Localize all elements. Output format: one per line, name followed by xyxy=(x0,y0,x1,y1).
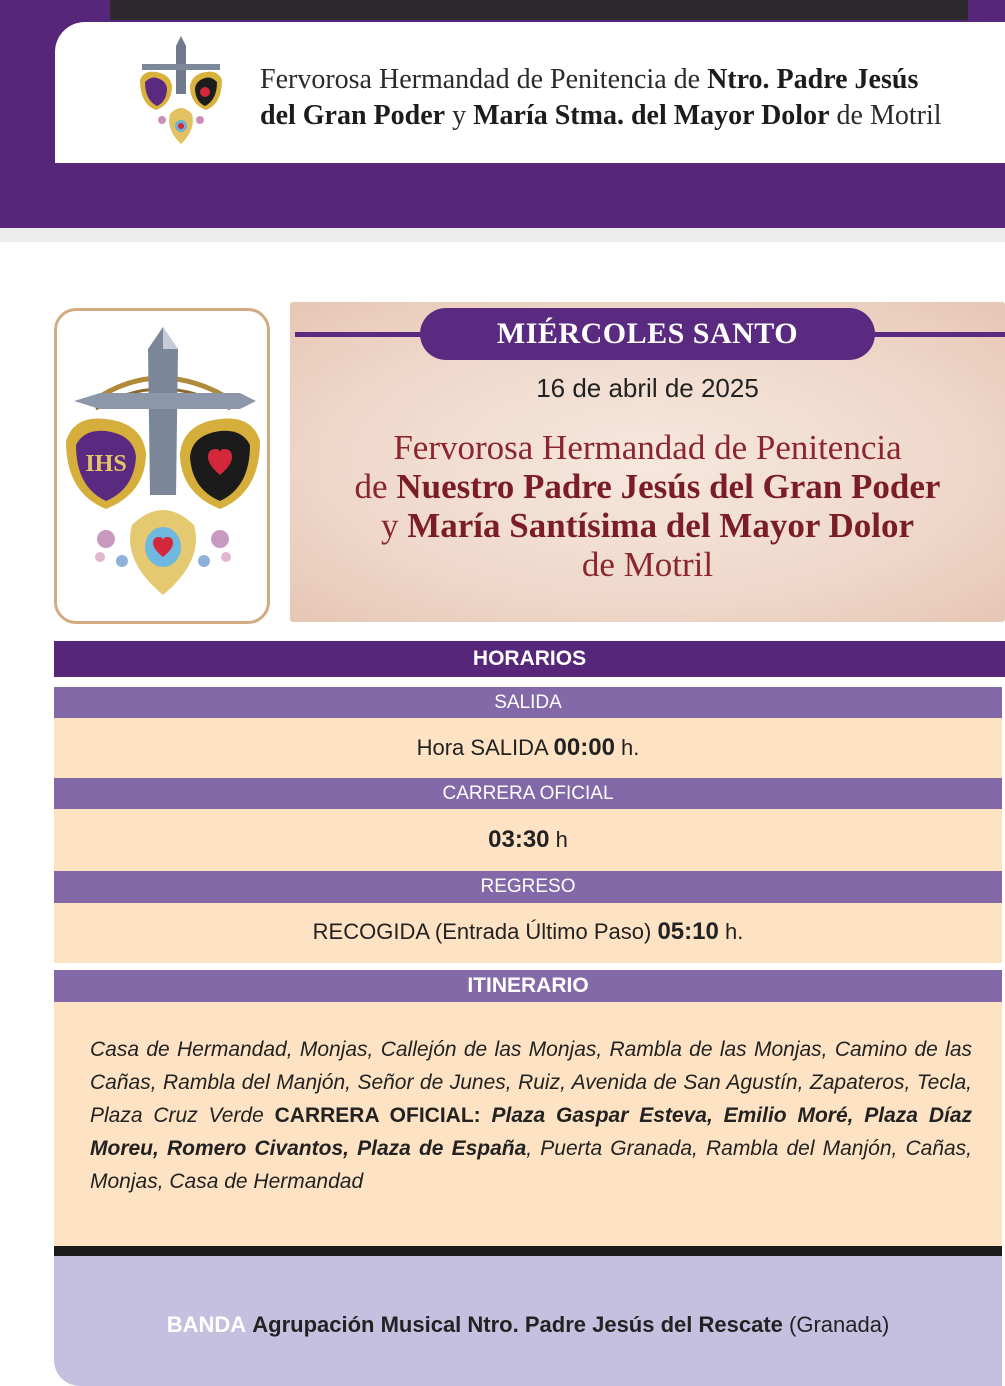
regreso-row xyxy=(54,903,1002,963)
itinerary-carrera-route: Plaza Gaspar Esteva, Emilio Moré, Plaza Díaz Moreu, Romero Civantos, Plaza de España xyxy=(90,1104,972,1160)
header-title-line-1 xyxy=(260,62,980,98)
brotherhood-name xyxy=(290,428,1005,584)
event-date: 16 de abril de 2025 xyxy=(536,373,759,403)
itinerary-part-2: , Puerta Granada, Rambla del Manjón, Cañas, Monjas, Casa de Hermandad xyxy=(90,1137,973,1193)
salida-time: 00:00 xyxy=(553,734,615,761)
banda-label: BANDA xyxy=(166,1312,247,1337)
header-title xyxy=(260,62,980,134)
salida-row xyxy=(54,718,1002,778)
brotherhood-line-3 xyxy=(290,506,1005,545)
itinerario-heading: ITINERARIO xyxy=(54,970,1002,1002)
svg-text:IHS: IHS xyxy=(85,451,127,477)
brotherhood-line-2 xyxy=(290,467,1005,506)
day-title: MIÉRCOLES SANTO xyxy=(420,308,875,360)
brotherhood-line2-plain: de xyxy=(354,467,397,506)
brotherhood-crest-large-icon xyxy=(60,325,266,605)
itinerary-text xyxy=(90,1033,972,1198)
footer-rule xyxy=(54,1246,1002,1256)
carrera-oficial-row xyxy=(54,809,1002,871)
header-line2-bold-b: María Stma. del Mayor Dolor xyxy=(473,100,830,131)
top-photo-strip xyxy=(110,0,968,20)
header-title-line-2 xyxy=(260,98,980,134)
horarios-heading: HORARIOS xyxy=(54,641,1005,677)
salida-heading: SALIDA xyxy=(54,687,1002,718)
header-line2-plain-b: de Motril xyxy=(829,100,942,131)
brotherhood-line-4: de Motril xyxy=(581,545,714,584)
regreso-heading: REGRESO xyxy=(54,871,1002,903)
header-line2-plain-a: y xyxy=(445,100,474,131)
carrera-oficial-heading: CARRERA OFICIAL xyxy=(54,778,1002,809)
regreso-prefix: RECOGIDA (Entrada Último Paso) xyxy=(312,919,658,944)
brotherhood-line3-plain: y xyxy=(380,506,408,545)
brotherhood-line-1: Fervorosa Hermandad de Penitencia xyxy=(393,428,902,467)
salida-prefix: Hora SALIDA xyxy=(416,735,554,760)
regreso-suffix: h. xyxy=(718,919,744,944)
brotherhood-line2-bold: Nuestro Padre Jesús del Gran Poder xyxy=(396,467,941,506)
header-line1-plain: Fervorosa Hermandad de Penitencia de xyxy=(260,64,708,95)
carrera-suffix: h xyxy=(549,827,568,852)
carrera-time: 03:30 xyxy=(488,826,550,853)
banda-line xyxy=(54,1312,1002,1338)
header-line2-bold-a: del Gran Poder xyxy=(260,100,446,131)
regreso-time: 05:10 xyxy=(657,918,719,945)
itinerary-carrera-label: CARRERA OFICIAL: xyxy=(274,1104,481,1127)
brotherhood-crest-icon xyxy=(132,34,230,152)
header-divider xyxy=(0,228,1005,242)
header-line1-bold: Ntro. Padre Jesús xyxy=(707,64,919,95)
banda-location: (Granada) xyxy=(789,1312,890,1337)
salida-suffix: h. xyxy=(614,735,640,760)
itinerary-part-1: Casa de Hermandad, Monjas, Callejón de las Monjas, Rambla de las Monjas, Camino de las Cañas, Rambla del Manjón, Señor de Junes, Ruiz, Avenida de San Agustín, Zapateros, Tecla, Plaza Cruz Verde xyxy=(90,1038,972,1127)
brotherhood-line3-bold: María Santísima del Mayor Dolor xyxy=(407,506,915,545)
banda-name: Agrupación Musical Ntro. Padre Jesús del Rescate xyxy=(252,1312,783,1337)
